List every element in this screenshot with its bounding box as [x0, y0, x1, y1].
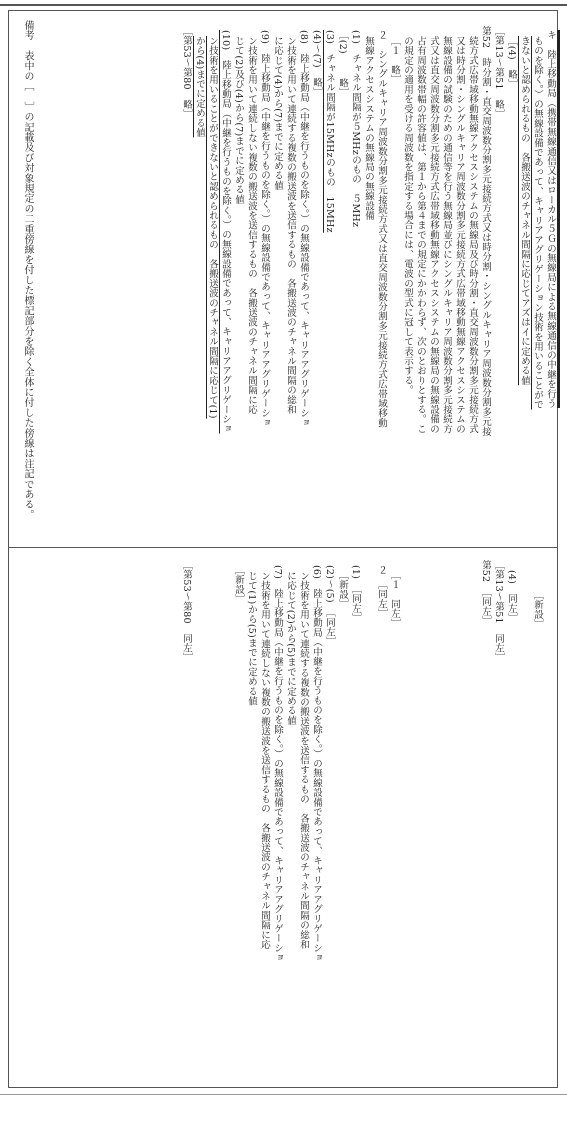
- old-shinsetsu-2: ［新設］: [233, 565, 244, 604]
- old-q1: (1) ［同左］: [350, 565, 361, 623]
- text-q10-b: ン技術を用いることができないと認められるもの 各搬送波のチャネル間隔に応じて(1): [207, 36, 218, 419]
- text-q1: (1) チャネル間隔が５MHzのもの ５MHz: [350, 30, 361, 228]
- text-ki-line1: キ 陸上移動局（携帯無線通信又はローカル５Ｇの無線局による無線通信の中継を行う: [544, 30, 560, 408]
- old-q1-shinsetsu: ［新設］: [337, 570, 348, 609]
- old-q6-c: に応じて(2)から(5)までに定める値: [285, 571, 296, 726]
- text-r2-b: 無線アクセスシステムの無線局の無線設備: [363, 36, 374, 221]
- text-s52-g: の規定の適用を受ける周波数を指定する場合には、電波の型式に冠して表示する。: [402, 36, 413, 395]
- text-q9-a: (9) 陸上移動局（中継を行うものを除く。）の無線設備であって、キャリアアグリゲーショ: [259, 30, 270, 428]
- text-s53: ［第53～第80 略］: [181, 26, 192, 119]
- old-shinsetsu-1: ［新設］: [532, 590, 543, 629]
- text-s52-f: 占有周波数帯幅の許容値は、第１から第４までの規定にかかわらず、次のとおりとする。こ: [415, 36, 426, 434]
- text-q2: ［(2): [337, 30, 348, 54]
- old-s52: 第52 ［同左］: [480, 560, 491, 626]
- text-p4: ［(4) 略］: [506, 36, 517, 89]
- text-s52-c: 又は時分割・シングルキャリア周波数分割多元接続方式広帯域移動無線アクセスシステムの: [454, 36, 465, 434]
- text-q4-7: (4)～(7) 略］: [311, 30, 322, 97]
- text-q8-b: ン技術を用いて連続する複数の搬送波を送信するもの 各搬送波のチャネル間隔の総和: [285, 36, 296, 415]
- text-ki-line3: きないと認められるもの 各搬送波のチャネル間隔に応じてアズはイに定める値: [519, 36, 530, 386]
- text-q3-omit: 略］: [337, 78, 348, 98]
- old-q7-a: (7) 陸上移動局（中継を行うものを除く。）の無線設備であって、キャリアアグリゲーショ: [272, 565, 283, 963]
- text-s52-d: 無線設備の試験のための通信等を行う無線局並びにシングルキャリア周波数分割多元接続方: [441, 36, 452, 434]
- old-r2: ２ ［同左］: [376, 565, 387, 619]
- old-s13: ［第13～第51 同左］: [493, 560, 504, 663]
- text-s52-b: 続方式広帯域移動無線アクセスシステムの無線局及び時分割・直交周波数分割多元接続方式: [467, 36, 478, 434]
- old-q6-b: ン技術を用いて連続する複数の搬送波を送信するもの 各搬送波のチャネル間隔の総和: [298, 571, 309, 950]
- text-q10-a: (10) 陸上移動局（中継を行うものを除く。）の無線設備であって、キャリアアグリゲーショ: [220, 30, 231, 434]
- old-p4: (4) 同左］: [506, 570, 517, 623]
- remarks-note: 備考 表中の［ ］の記載及び対象規定の二重傍線を付した標記部分を除く全体に付した傍線は注記である。: [22, 20, 33, 520]
- text-r1: ［１ 略］: [389, 36, 400, 85]
- old-q7-c: じて(1)から(5)までに定める値: [246, 571, 257, 706]
- column-divider: [8, 547, 558, 548]
- text-q3: (3) チャネル間隔が15MHzのもの 15MHz: [324, 30, 335, 233]
- old-q6-a: (6) 陸上移動局（中継を行うものを除く。）の無線設備であって、キャリアアグリゲーショ: [311, 565, 322, 963]
- text-q8-a: (8) 陸上移動局（中継を行うものを除く。）の無線設備であって、キャリアアグリゲーショ: [298, 30, 309, 428]
- text-ki-line2: ものを除く。）の無線設備であって、キャリアアグリゲーション技術を用いることがで: [532, 36, 543, 410]
- top-rule: [0, 4, 567, 6]
- text-q9-b: ン技術を用いて連続しない複数の搬送波を送信するもの 各搬送波のチャネル間隔に応: [246, 36, 257, 415]
- old-q2-5: (2)～(5) ［同左］: [324, 565, 335, 647]
- text-r2-a: ２ シングルキャリア周波数分割多元接続方式又は直交周波数分割多元接続方式広帯域移動: [376, 30, 387, 428]
- old-q7-b: ン技術を用いて連続しない複数の搬送波を送信するもの 各搬送波のチャネル間隔に応: [259, 571, 270, 950]
- text-s52-a: 第52 時分割・直交周波数分割多元接続方式又は時分割・シングルキャリア周波数分割多元接: [480, 26, 491, 437]
- text-s52-e: 式又は直交周波数分割多元接続方式広帯域移動無線アクセスシステムの無線局の無線設備の: [428, 36, 439, 434]
- old-s53: ［第53～第80 同左］: [181, 560, 192, 663]
- text-q9-c: じて(2)及び(4)から(7)までに定める値: [233, 36, 244, 205]
- text-q10-c: から(4)までに定める値: [194, 36, 205, 138]
- text-s13: ［第13～第51 略］: [493, 26, 504, 119]
- text-q8-c: に応じて(4)から(7)までに定める値: [272, 36, 283, 191]
- old-r1: ［１ 同左］: [389, 570, 400, 629]
- bottom-rule: [0, 1094, 567, 1095]
